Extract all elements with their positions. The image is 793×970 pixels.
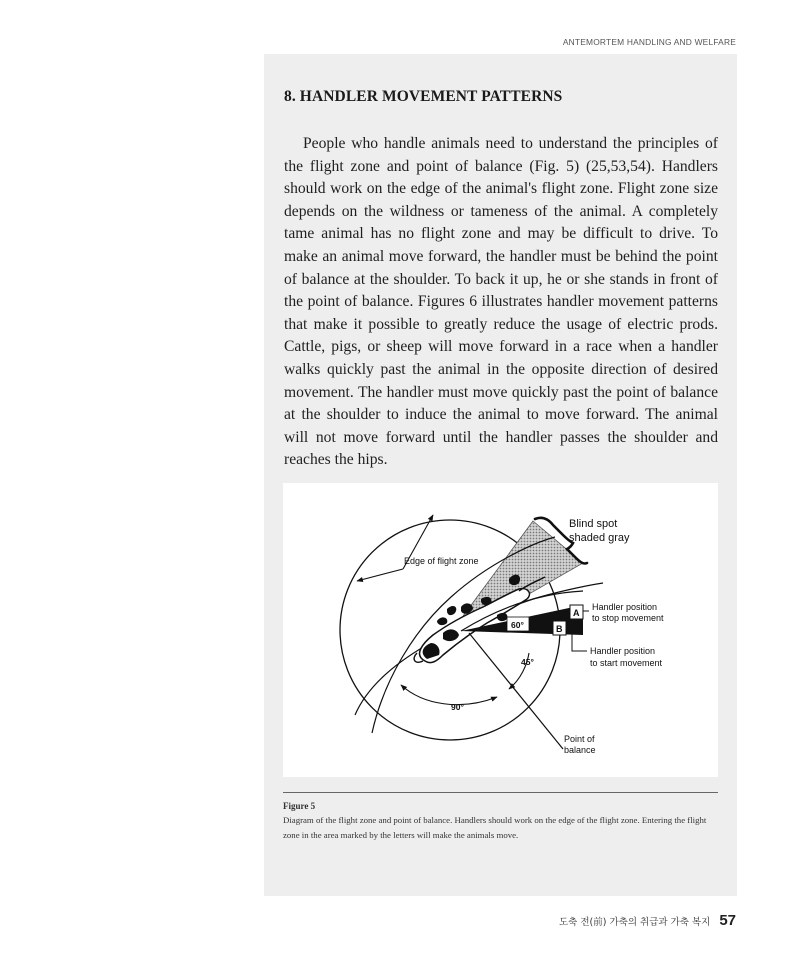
page-number: 57	[719, 912, 736, 929]
content-panel	[264, 54, 737, 896]
label-point-of-balance-2: balance	[564, 745, 596, 755]
flight-zone-diagram	[283, 483, 718, 777]
label-blind-spot-2: shaded gray	[569, 532, 630, 544]
section-heading: 8. HANDLER MOVEMENT PATTERNS	[284, 88, 563, 105]
edge-arrow-left	[357, 569, 403, 581]
body-paragraph: People who handle animals need to understand the principles of the flight zone and point of balance (Fig. 5) (25,53,54). Handlers should work on the edge of the animal's flight zone. Flight zone size depends on the wildness or tameness of the animal. A completely tame animal has no flight zone and may be difficult to drive. To make an animal move forward, the handler must be behind the point of balance at the shoulder. To back it up, he or she stands in front of the point of balance. Figures 6 illustrates handler movement patterns that make it possible to greatly reduce the usage of electric prods. Cattle, pigs, or sheep will move forward in a race when a handler walks quickly past the animal in the opposite direction of desired movement. The handler must move quickly past the point of balance at the shoulder to induce the animal to move forward. The animal will not move forward until the handler passes the shoulder and reaches the hips.	[284, 135, 718, 469]
label-handler-start-2: to start movement	[590, 658, 663, 668]
angle-90-arc	[401, 685, 497, 705]
figure-5-diagram	[283, 483, 718, 777]
figure-rule	[283, 792, 718, 793]
figure-caption: Diagram of the flight zone and point of balance. Handlers should work on the edge of the flight zone. Entering the flight zone in the area marked by the letters will make the animals move.	[283, 815, 707, 840]
label-handler-stop-1: Handler position	[592, 602, 658, 612]
label-blind-spot-1: Blind spot	[569, 518, 618, 530]
label-point-of-balance-1: Point of	[564, 734, 595, 744]
label-letter-b: B	[556, 624, 563, 634]
label-edge-of-flight-zone: Edge of flight zone	[404, 556, 479, 566]
page-footer	[559, 912, 736, 929]
footer-text: 도축 전(前) 가축의 취급과 가축 복지	[558, 917, 711, 928]
label-angle-60: 60°	[511, 620, 524, 630]
label-handler-stop-2: to stop movement	[592, 613, 664, 623]
label-angle-45: 45°	[521, 657, 534, 667]
running-head: ANTEMORTEM HANDLING AND WELFARE	[562, 37, 736, 47]
label-angle-90: 90°	[451, 702, 464, 712]
figure-number-label: Figure 5	[283, 801, 316, 811]
label-handler-start-1: Handler position	[590, 646, 656, 656]
point-of-balance-line	[469, 633, 563, 749]
label-letter-a: A	[573, 608, 580, 618]
